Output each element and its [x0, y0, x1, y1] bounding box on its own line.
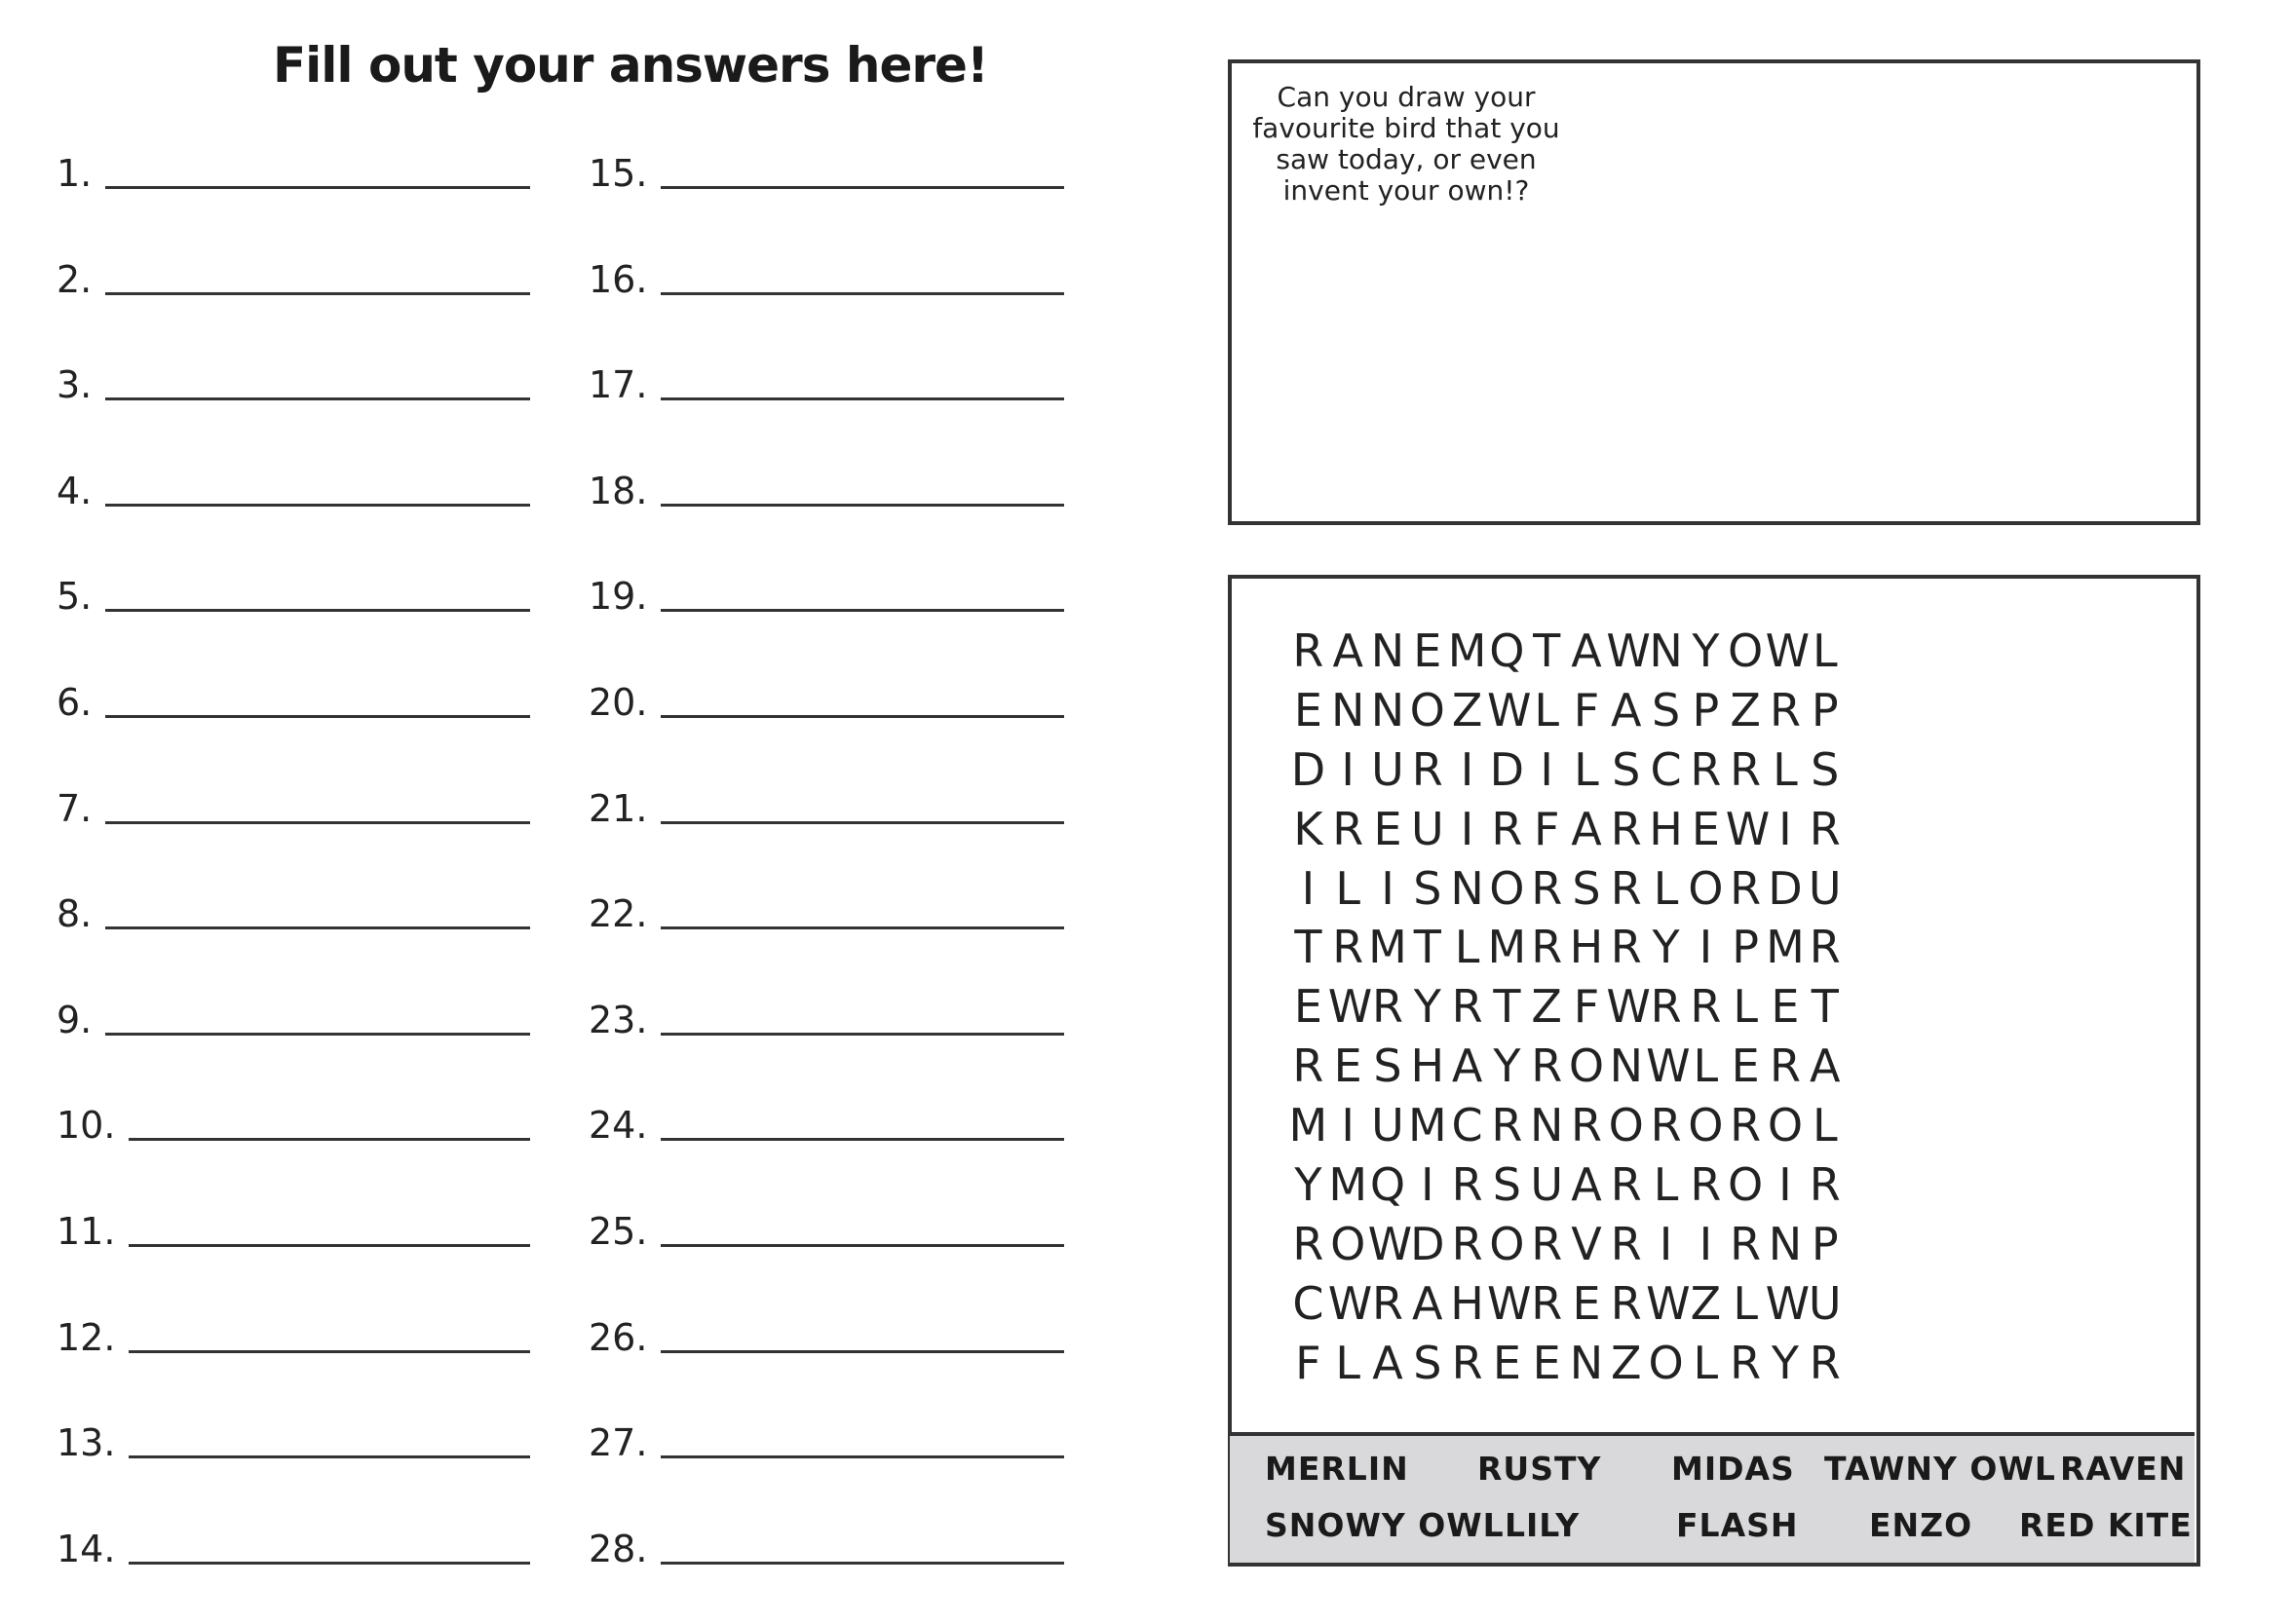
- answer-line[interactable]: [589, 243, 1064, 301]
- grid-letter[interactable]: R: [1332, 802, 1364, 855]
- grid-letter[interactable]: T: [1493, 980, 1521, 1034]
- answer-blank[interactable]: [661, 715, 1064, 718]
- grid-letter[interactable]: I: [1659, 1217, 1673, 1270]
- grid-letter[interactable]: D: [1768, 861, 1803, 915]
- answer-blank[interactable]: [129, 1244, 530, 1247]
- answer-number: 7.: [57, 786, 93, 830]
- grid-letter[interactable]: U: [1530, 1158, 1564, 1212]
- grid-letter[interactable]: R: [1531, 1276, 1563, 1330]
- grid-letter[interactable]: I: [1421, 1158, 1434, 1212]
- grid-letter[interactable]: E: [1691, 802, 1720, 855]
- grid-letter[interactable]: R: [1531, 1217, 1563, 1270]
- answer-blank[interactable]: [129, 1562, 530, 1565]
- grid-letter[interactable]: H: [1450, 1276, 1484, 1330]
- grid-letter[interactable]: R: [1809, 921, 1841, 974]
- grid-letter[interactable]: R: [1690, 742, 1722, 796]
- answer-blank[interactable]: [105, 926, 530, 929]
- grid-letter[interactable]: E: [1731, 1039, 1760, 1093]
- answer-line[interactable]: [589, 877, 1064, 935]
- answer-number: 8.: [57, 892, 93, 936]
- answer-blank[interactable]: [105, 186, 530, 189]
- grid-letter[interactable]: O: [1608, 1099, 1644, 1152]
- grid-letter[interactable]: R: [1809, 802, 1841, 855]
- grid-letter[interactable]: S: [1572, 861, 1601, 915]
- grid-letter[interactable]: E: [1413, 624, 1442, 677]
- grid-letter[interactable]: Q: [1369, 1158, 1406, 1212]
- grid-letter[interactable]: C: [1292, 1276, 1324, 1330]
- grid-letter[interactable]: H: [1649, 802, 1683, 855]
- grid-letter[interactable]: R: [1650, 1099, 1682, 1152]
- word-bank-item: SNOWY OWL: [1265, 1506, 1505, 1544]
- grid-letter[interactable]: I: [1341, 742, 1355, 796]
- answer-number: 18.: [589, 469, 648, 512]
- answer-line[interactable]: [589, 1512, 1064, 1570]
- answer-line[interactable]: [589, 665, 1064, 724]
- answer-line[interactable]: [589, 1406, 1064, 1464]
- grid-letter[interactable]: Z: [1611, 1336, 1642, 1389]
- grid-letter[interactable]: M: [1766, 921, 1805, 974]
- answer-number: 21.: [589, 786, 648, 830]
- grid-letter[interactable]: O: [1767, 1099, 1804, 1152]
- answer-line[interactable]: [589, 559, 1064, 618]
- grid-letter[interactable]: W: [1327, 1276, 1373, 1330]
- grid-letter[interactable]: L: [1574, 742, 1599, 796]
- grid-letter[interactable]: N: [1450, 861, 1484, 915]
- grid-letter[interactable]: M: [1487, 921, 1527, 974]
- grid-letter[interactable]: M: [1328, 1158, 1368, 1212]
- grid-letter[interactable]: R: [1730, 742, 1762, 796]
- answer-number: 6.: [57, 681, 93, 724]
- grid-letter[interactable]: L: [1733, 1276, 1758, 1330]
- answer-number: 23.: [589, 998, 648, 1041]
- answer-line[interactable]: [589, 772, 1064, 830]
- word-bank: [1230, 1432, 2195, 1563]
- answer-line[interactable]: [57, 243, 530, 301]
- answer-line[interactable]: [57, 136, 530, 195]
- answer-blank[interactable]: [105, 504, 530, 507]
- answer-blank[interactable]: [105, 292, 530, 295]
- answer-blank[interactable]: [661, 926, 1064, 929]
- grid-letter[interactable]: U: [1371, 1099, 1404, 1152]
- grid-letter[interactable]: R: [1451, 1336, 1483, 1389]
- grid-letter[interactable]: O: [1568, 1039, 1605, 1093]
- answer-line[interactable]: [589, 1194, 1064, 1253]
- grid-letter[interactable]: E: [1572, 1276, 1601, 1330]
- grid-letter[interactable]: R: [1730, 1217, 1762, 1270]
- grid-letter[interactable]: R: [1531, 921, 1563, 974]
- grid-letter[interactable]: W: [1765, 624, 1811, 677]
- grid-letter[interactable]: R: [1610, 802, 1642, 855]
- grid-letter[interactable]: W: [1725, 802, 1771, 855]
- answer-number: 10.: [57, 1104, 116, 1148]
- grid-letter[interactable]: A: [1412, 1276, 1443, 1330]
- answer-line[interactable]: [589, 1301, 1064, 1359]
- grid-letter[interactable]: R: [1730, 861, 1762, 915]
- answer-number: 27.: [589, 1421, 648, 1465]
- answer-line[interactable]: [589, 454, 1064, 512]
- grid-letter[interactable]: R: [1491, 1099, 1523, 1152]
- answer-line[interactable]: [57, 772, 530, 830]
- grid-letter[interactable]: R: [1610, 861, 1642, 915]
- answer-blank[interactable]: [105, 609, 530, 612]
- grid-letter[interactable]: E: [1492, 1336, 1521, 1389]
- answer-blank[interactable]: [661, 1350, 1064, 1353]
- answer-line[interactable]: [57, 665, 530, 724]
- grid-letter[interactable]: D: [1410, 1217, 1445, 1270]
- grid-letter[interactable]: I: [1301, 861, 1316, 915]
- grid-letter[interactable]: U: [1371, 742, 1404, 796]
- grid-letter[interactable]: I: [1778, 1158, 1792, 1212]
- grid-letter[interactable]: I: [1460, 802, 1474, 855]
- answer-blank[interactable]: [105, 397, 530, 400]
- grid-letter[interactable]: R: [1451, 980, 1483, 1034]
- word-bank-item: ENZO: [1869, 1506, 1973, 1544]
- answer-blank[interactable]: [105, 715, 530, 718]
- word-bank-item: RUSTY: [1477, 1450, 1602, 1488]
- grid-letter[interactable]: Y: [1652, 921, 1680, 974]
- grid-letter[interactable]: Y: [1692, 624, 1720, 677]
- grid-letter[interactable]: F: [1533, 802, 1560, 855]
- answer-blank[interactable]: [661, 1244, 1064, 1247]
- answer-blank[interactable]: [661, 609, 1064, 612]
- grid-letter[interactable]: E: [1771, 980, 1800, 1034]
- grid-letter[interactable]: S: [1413, 1336, 1442, 1389]
- grid-letter[interactable]: O: [1728, 1158, 1764, 1212]
- word-bank-item: RAVEN: [2060, 1450, 2187, 1488]
- answer-number: 20.: [589, 681, 648, 724]
- grid-letter[interactable]: L: [1773, 742, 1798, 796]
- grid-letter[interactable]: R: [1650, 980, 1682, 1034]
- grid-letter[interactable]: R: [1292, 1039, 1324, 1093]
- word-bank-item: FLASH: [1676, 1506, 1799, 1544]
- answer-blank[interactable]: [661, 1455, 1064, 1458]
- grid-letter[interactable]: W: [1486, 683, 1532, 736]
- grid-letter[interactable]: R: [1730, 1336, 1762, 1389]
- grid-letter[interactable]: Z: [1451, 683, 1483, 736]
- grid-letter[interactable]: N: [1649, 624, 1683, 677]
- grid-letter[interactable]: R: [1690, 980, 1722, 1034]
- grid-letter[interactable]: O: [1728, 624, 1764, 677]
- grid-letter[interactable]: O: [1648, 1336, 1684, 1389]
- grid-letter[interactable]: R: [1451, 1217, 1483, 1270]
- answer-blank[interactable]: [105, 1033, 530, 1036]
- grid-letter[interactable]: T: [1533, 624, 1561, 677]
- grid-letter[interactable]: R: [1292, 1217, 1324, 1270]
- answer-line[interactable]: [57, 877, 530, 935]
- grid-letter[interactable]: Y: [1294, 1158, 1322, 1212]
- answer-number: 1.: [57, 152, 93, 195]
- drawing-prompt: Can you draw your favourite bird that you saw today, or even invent your own!?: [1252, 81, 1560, 207]
- answer-blank[interactable]: [129, 1350, 530, 1353]
- grid-letter[interactable]: W: [1606, 624, 1651, 677]
- answer-number: 19.: [589, 575, 648, 619]
- grid-letter[interactable]: L: [1812, 624, 1838, 677]
- grid-letter[interactable]: F: [1573, 683, 1600, 736]
- grid-letter[interactable]: W: [1646, 1039, 1691, 1093]
- word-bank-item: MERLIN: [1265, 1450, 1409, 1488]
- grid-letter[interactable]: R: [1730, 1099, 1762, 1152]
- grid-letter[interactable]: L: [1693, 1039, 1719, 1093]
- grid-letter[interactable]: W: [1367, 1217, 1413, 1270]
- grid-letter[interactable]: I: [1341, 1099, 1355, 1152]
- answer-number: 15.: [589, 152, 648, 195]
- grid-letter[interactable]: R: [1769, 683, 1801, 736]
- answer-line[interactable]: [57, 1301, 530, 1359]
- grid-letter[interactable]: N: [1609, 1039, 1643, 1093]
- grid-letter[interactable]: P: [1811, 1217, 1839, 1270]
- answer-blank[interactable]: [129, 1138, 530, 1141]
- grid-letter[interactable]: A: [1332, 624, 1363, 677]
- grid-letter[interactable]: M: [1368, 921, 1407, 974]
- grid-letter[interactable]: Z: [1730, 683, 1761, 736]
- word-bank-item: MIDAS: [1671, 1450, 1795, 1488]
- grid-letter[interactable]: H: [1569, 921, 1604, 974]
- answer-number: 25.: [589, 1210, 648, 1253]
- grid-letter[interactable]: U: [1808, 1276, 1842, 1330]
- grid-letter[interactable]: U: [1410, 802, 1444, 855]
- grid-letter[interactable]: T: [1413, 921, 1441, 974]
- grid-letter[interactable]: L: [1534, 683, 1559, 736]
- grid-letter[interactable]: I: [1699, 921, 1713, 974]
- grid-letter[interactable]: T: [1294, 921, 1322, 974]
- grid-letter[interactable]: P: [1692, 683, 1720, 736]
- grid-letter[interactable]: I: [1460, 742, 1474, 796]
- grid-letter[interactable]: M: [1288, 1099, 1328, 1152]
- answers-title: Fill out your answers here!: [273, 37, 988, 94]
- answer-line[interactable]: [57, 1406, 530, 1464]
- answer-number: 3.: [57, 363, 93, 407]
- grid-letter[interactable]: L: [1653, 1158, 1679, 1212]
- answer-number: 26.: [589, 1315, 648, 1359]
- grid-letter[interactable]: D: [1489, 742, 1525, 796]
- answer-number: 5.: [57, 575, 93, 619]
- grid-letter[interactable]: R: [1531, 1039, 1563, 1093]
- grid-letter[interactable]: W: [1606, 980, 1651, 1034]
- grid-letter[interactable]: R: [1332, 921, 1364, 974]
- grid-letter[interactable]: W: [1765, 1276, 1811, 1330]
- answer-line[interactable]: [57, 983, 530, 1041]
- grid-letter[interactable]: R: [1610, 921, 1642, 974]
- grid-letter[interactable]: C: [1650, 742, 1682, 796]
- grid-letter[interactable]: Y: [1771, 1336, 1800, 1389]
- grid-letter[interactable]: N: [1370, 683, 1405, 736]
- grid-letter[interactable]: F: [1573, 980, 1600, 1034]
- grid-letter[interactable]: P: [1811, 683, 1839, 736]
- grid-letter[interactable]: A: [1571, 1158, 1602, 1212]
- answer-blank[interactable]: [661, 821, 1064, 824]
- grid-letter[interactable]: R: [1491, 802, 1523, 855]
- answer-blank[interactable]: [661, 292, 1064, 295]
- grid-letter[interactable]: A: [1571, 624, 1602, 677]
- answer-blank[interactable]: [661, 1138, 1064, 1141]
- answer-number: 9.: [57, 998, 93, 1041]
- answer-line[interactable]: [589, 1088, 1064, 1147]
- grid-letter[interactable]: M: [1447, 624, 1487, 677]
- grid-letter[interactable]: I: [1778, 802, 1792, 855]
- grid-letter[interactable]: P: [1732, 921, 1760, 974]
- grid-letter[interactable]: I: [1699, 1217, 1713, 1270]
- grid-letter[interactable]: O: [1688, 861, 1724, 915]
- grid-letter[interactable]: S: [1612, 742, 1641, 796]
- answer-number: 13.: [57, 1421, 116, 1465]
- grid-letter[interactable]: W: [1486, 1276, 1532, 1330]
- grid-letter[interactable]: S: [1413, 861, 1442, 915]
- answer-blank[interactable]: [661, 504, 1064, 507]
- grid-letter[interactable]: W: [1646, 1276, 1691, 1330]
- grid-letter[interactable]: E: [1532, 1336, 1561, 1389]
- grid-letter[interactable]: H: [1410, 1039, 1445, 1093]
- grid-letter[interactable]: S: [1492, 1158, 1521, 1212]
- grid-letter[interactable]: Y: [1493, 1039, 1521, 1093]
- grid-letter[interactable]: A: [1810, 1039, 1841, 1093]
- grid-letter[interactable]: S: [1651, 683, 1681, 736]
- grid-letter[interactable]: U: [1808, 861, 1842, 915]
- answer-number: 24.: [589, 1104, 648, 1148]
- answer-line[interactable]: [589, 348, 1064, 406]
- answer-number: 4.: [57, 469, 93, 512]
- grid-letter[interactable]: N: [1370, 624, 1405, 677]
- grid-letter[interactable]: R: [1769, 1039, 1801, 1093]
- grid-letter[interactable]: R: [1531, 861, 1563, 915]
- grid-letter[interactable]: L: [1693, 1336, 1719, 1389]
- answer-line[interactable]: [57, 1194, 530, 1253]
- grid-letter[interactable]: S: [1811, 742, 1840, 796]
- grid-letter[interactable]: R: [1809, 1336, 1841, 1389]
- grid-letter[interactable]: R: [1610, 1276, 1642, 1330]
- answer-blank[interactable]: [661, 1033, 1064, 1036]
- answer-blank[interactable]: [661, 186, 1064, 189]
- answer-line[interactable]: [57, 559, 530, 618]
- answer-line[interactable]: [57, 454, 530, 512]
- grid-letter[interactable]: L: [1454, 921, 1480, 974]
- grid-letter[interactable]: O: [1409, 683, 1445, 736]
- grid-letter[interactable]: L: [1733, 980, 1758, 1034]
- grid-letter[interactable]: A: [1611, 683, 1642, 736]
- grid-letter[interactable]: I: [1381, 861, 1394, 915]
- grid-letter[interactable]: S: [1373, 1039, 1402, 1093]
- grid-letter[interactable]: K: [1293, 802, 1323, 855]
- answer-line[interactable]: [589, 983, 1064, 1041]
- grid-letter[interactable]: E: [1293, 980, 1322, 1034]
- grid-letter[interactable]: R: [1451, 1158, 1483, 1212]
- grid-letter[interactable]: N: [1768, 1217, 1803, 1270]
- grid-letter[interactable]: T: [1811, 980, 1839, 1034]
- grid-letter[interactable]: O: [1330, 1217, 1366, 1270]
- grid-letter[interactable]: R: [1690, 1158, 1722, 1212]
- grid-letter[interactable]: W: [1327, 980, 1373, 1034]
- grid-letter[interactable]: O: [1489, 861, 1525, 915]
- grid-letter[interactable]: Q: [1489, 624, 1525, 677]
- grid-letter[interactable]: E: [1293, 683, 1322, 736]
- answer-blank[interactable]: [105, 821, 530, 824]
- grid-letter[interactable]: L: [1335, 1336, 1361, 1389]
- grid-letter[interactable]: A: [1571, 802, 1602, 855]
- grid-letter[interactable]: O: [1489, 1217, 1525, 1270]
- answer-number: 28.: [589, 1527, 648, 1570]
- answer-number: 11.: [57, 1210, 116, 1253]
- answer-line[interactable]: [57, 1088, 530, 1147]
- answer-line[interactable]: [57, 348, 530, 406]
- grid-letter[interactable]: O: [1688, 1099, 1724, 1152]
- grid-letter[interactable]: A: [1451, 1039, 1483, 1093]
- grid-letter[interactable]: E: [1373, 802, 1402, 855]
- answer-blank[interactable]: [661, 1562, 1064, 1565]
- word-bank-item: RED KITE: [2019, 1506, 2193, 1544]
- grid-letter[interactable]: Z: [1531, 980, 1562, 1034]
- answer-number: 22.: [589, 892, 648, 936]
- grid-letter[interactable]: R: [1610, 1158, 1642, 1212]
- grid-letter[interactable]: C: [1451, 1099, 1483, 1152]
- grid-letter[interactable]: Y: [1413, 980, 1441, 1034]
- grid-letter[interactable]: R: [1809, 1158, 1841, 1212]
- grid-letter[interactable]: L: [1335, 861, 1361, 915]
- answer-number: 16.: [589, 257, 648, 301]
- grid-letter[interactable]: F: [1295, 1336, 1321, 1389]
- grid-letter[interactable]: L: [1812, 1099, 1838, 1152]
- grid-letter[interactable]: R: [1292, 624, 1324, 677]
- grid-letter[interactable]: Z: [1690, 1276, 1722, 1330]
- word-bank-item: LILY: [1505, 1506, 1581, 1544]
- answer-number: 14.: [57, 1527, 116, 1570]
- grid-letter[interactable]: N: [1529, 1099, 1564, 1152]
- answer-number: 17.: [589, 363, 648, 407]
- grid-letter[interactable]: L: [1653, 861, 1679, 915]
- word-search-grid: [1288, 622, 1845, 1393]
- grid-letter[interactable]: N: [1330, 683, 1365, 736]
- grid-letter[interactable]: I: [1540, 742, 1553, 796]
- answer-line[interactable]: [57, 1512, 530, 1570]
- grid-letter[interactable]: M: [1407, 1099, 1447, 1152]
- word-bank-item: TAWNY OWL: [1824, 1450, 2056, 1488]
- answer-blank[interactable]: [129, 1455, 530, 1458]
- grid-letter[interactable]: E: [1333, 1039, 1362, 1093]
- grid-letter[interactable]: N: [1569, 1336, 1604, 1389]
- answer-number: 2.: [57, 257, 93, 301]
- grid-letter[interactable]: V: [1571, 1217, 1602, 1270]
- grid-letter[interactable]: A: [1372, 1336, 1403, 1389]
- grid-letter[interactable]: R: [1570, 1099, 1602, 1152]
- grid-letter[interactable]: R: [1411, 742, 1443, 796]
- grid-letter[interactable]: R: [1610, 1217, 1642, 1270]
- grid-letter[interactable]: R: [1372, 980, 1403, 1034]
- grid-letter[interactable]: R: [1372, 1276, 1403, 1330]
- answer-blank[interactable]: [661, 397, 1064, 400]
- grid-letter[interactable]: D: [1290, 742, 1326, 796]
- answer-line[interactable]: [589, 136, 1064, 195]
- answer-number: 12.: [57, 1315, 116, 1359]
